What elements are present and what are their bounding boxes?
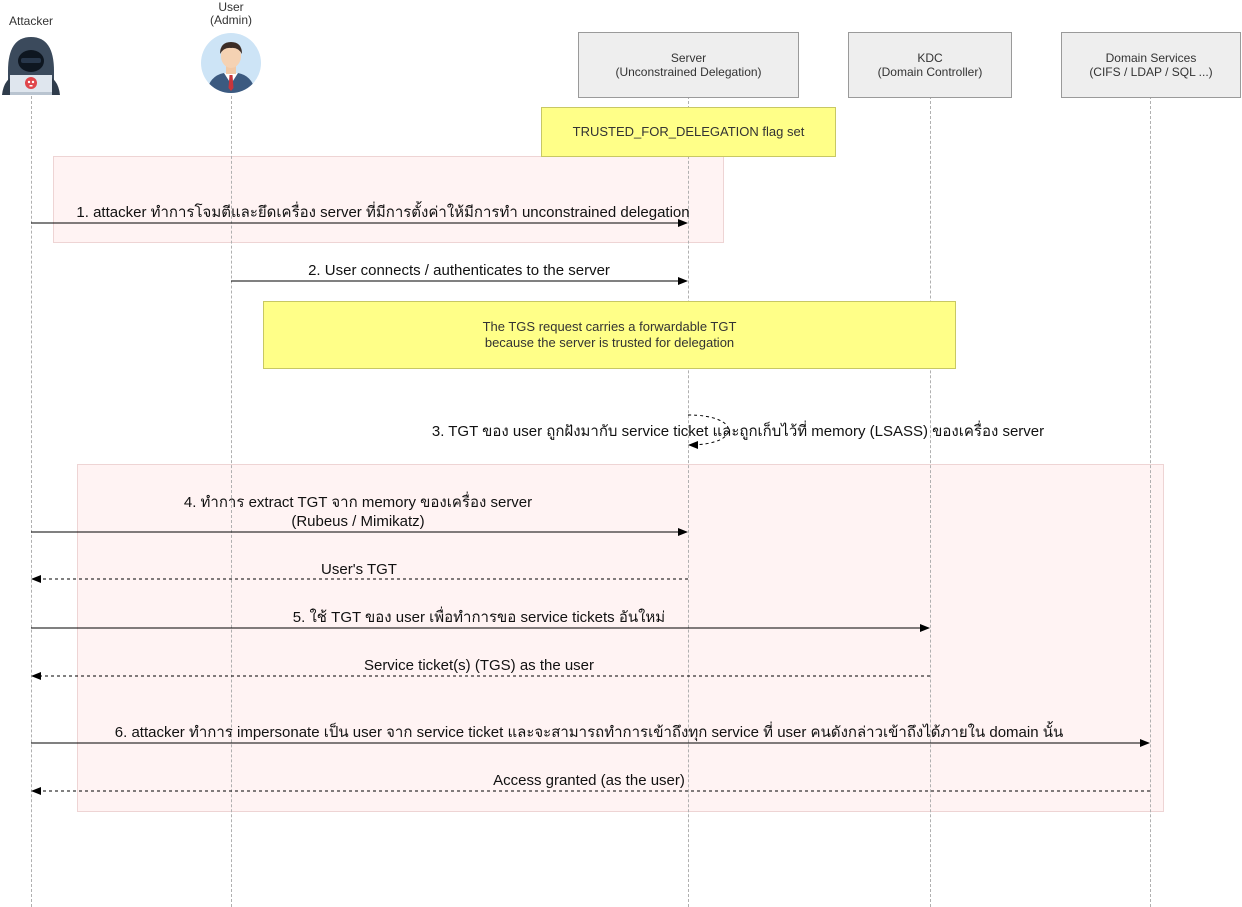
return-service-tickets-label: Service ticket(s) (TGS) as the user xyxy=(363,657,595,674)
message-1-label: 1. attacker ทำการโจมตีและยึดเครื่อง server ที่มีการตั้งค่าให้มีการทำ unconstrained delegation xyxy=(76,204,690,221)
user-label-line1: User xyxy=(218,0,244,14)
return-access-label: Access granted (as the user) xyxy=(493,772,685,789)
message-3-label: 3. TGT ของ user ถูกฝังมากับ service ticket และถูกเก็บไว้ที่ memory (LSASS) ของเครื่อง server xyxy=(431,423,1045,440)
return-tgt-label: User's TGT xyxy=(321,561,397,578)
tgs-note-line2: because the server is trusted for delegation xyxy=(484,335,735,350)
trusted-flag-text: TRUSTED_FOR_DELEGATION flag set xyxy=(572,124,805,139)
server-title: Server xyxy=(670,51,707,65)
message-2-label: 2. User connects / authenticates to the server xyxy=(308,262,610,279)
message-4-line1: 4. ทำการ extract TGT จาก memory ของเครื่อง server xyxy=(183,494,533,511)
attacker-label: Attacker xyxy=(8,14,54,28)
user-label-line2: (Admin) xyxy=(209,13,253,27)
kdc-title: KDC xyxy=(917,51,943,65)
tgs-note-line1: The TGS request carries a forwardable TGT xyxy=(482,319,737,334)
domain-services-title: Domain Services xyxy=(1105,51,1197,65)
message-5-label: 5. ใช้ TGT ของ user เพื่อทำการขอ service tickets อันใหม่ xyxy=(292,609,666,626)
message-4-label xyxy=(184,493,532,531)
message-6-label: 6. attacker ทำการ impersonate เป็น user จาก service ticket และจะสามารถทำการเข้าถึงทุก service ที่ user คนดังกล่าวเข้าถึงได้ภายใน domain นั้น xyxy=(114,724,1064,741)
kdc-subtitle: (Domain Controller) xyxy=(877,65,983,79)
server-subtitle: (Unconstrained Delegation) xyxy=(615,65,762,79)
message-4-line2: (Rubeus / Mimikatz) xyxy=(291,513,425,530)
domain-services-subtitle: (CIFS / LDAP / SQL ...) xyxy=(1089,65,1213,79)
